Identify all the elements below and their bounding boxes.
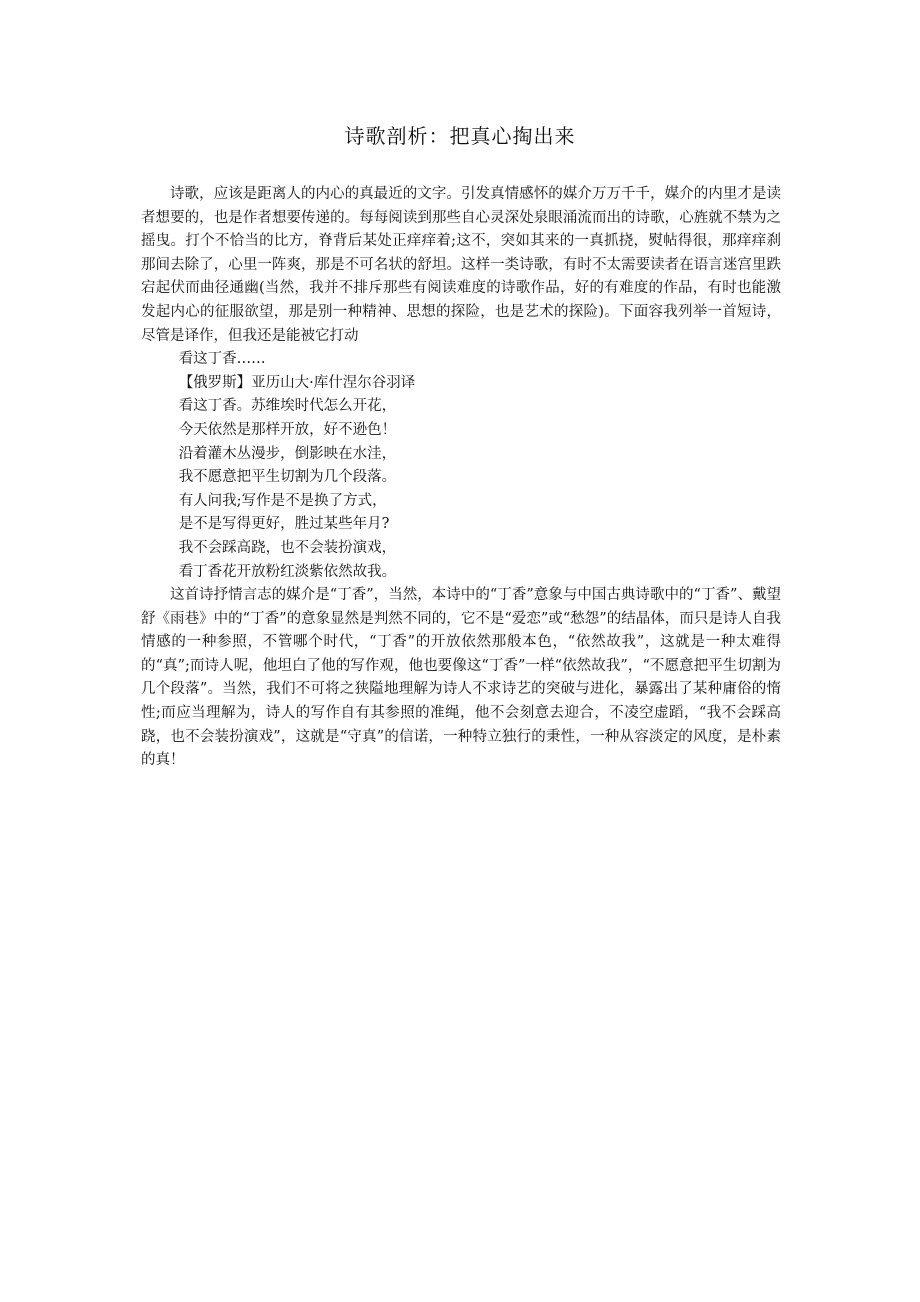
intro-paragraph: 诗歌，应该是距离人的内心的真最近的文字。引发真情感怀的媒介万万千千，媒介的内里才是读者想要的，也是作者想要传递的。每每阅读到那些自心灵深处泉眼涌流而出的诗歌，心旌就不禁为之摇曳。打个不恰当的比方，脊背后某处正痒痒着;这不，突如其来的一真抓挠，熨帖得很，那痒痒刹那间去除了，心里一阵爽，那是不可名状的舒坦。这样一类诗歌，有时不太需要读者在语言迷宫里跌宕起伏而曲径通幽(当然，我并不排斥那些有阅读难度的诗歌作品，好的有难度的作品，有时也能激发起内心的征服欲望，那是别一种精神、思想的探险，也是艺术的探险)。下面容我列举一首短诗，尽管是译作，但我还是能被它打动 bbox=[141, 186, 781, 344]
poem-line: 是不是写得更好，胜过某些年月? bbox=[178, 516, 390, 533]
document-body bbox=[141, 183, 781, 773]
poem-line: 今天依然是那样开放，好不逊色！ bbox=[178, 421, 397, 438]
poem-author-line: 【俄罗斯】亚历山大·库什涅尔谷羽译 bbox=[178, 374, 416, 391]
analysis-paragraph: 这首诗抒情言志的媒介是“丁香”，当然，本诗中的“丁香”意象与中国古典诗歌中的“丁香”、戴望舒《雨巷》中的“丁香”的意象显然是判然不同的，它不是“爱恋”或“愁怨”的结晶体，而只是诗人自我情感的一种参照，不管哪个时代，“丁香”的开放依然那般本色，“依然故我”，这就是一种太难得的“真”;而诗人呢，他坦白了他的写作观，他也要像这“丁香”一样“依然故我”，“不愿意把平生切割为几个段落”。当然，我们不可将之狭隘地理解为诗人不求诗艺的突破与进化，暴露出了某种庸俗的惰性;而应当理解为，诗人的写作自有其参照的准绳，他不会刻意去迎合，不凌空虚蹈，“我不会踩高跷，也不会装扮演戏”，这就是“守真”的信诺，一种特立独行的秉性，一种从容淡定的风度，是朴素的真！ bbox=[141, 587, 781, 769]
poem-line: 我不愿意把平生切割为几个段落。 bbox=[178, 469, 397, 486]
poem-line: 有人问我;写作是不是换了方式， bbox=[178, 492, 387, 509]
poem-line: 看这丁香。苏维埃时代怎么开花， bbox=[178, 398, 397, 415]
poem-line: 我不会踩高跷，也不会装扮演戏， bbox=[178, 539, 397, 556]
poem-line: 看丁香花开放粉红淡紫依然故我。 bbox=[178, 563, 397, 580]
poem-line: 沿着灌木丛漫步，倒影映在水洼， bbox=[178, 445, 397, 462]
document-title: 诗歌剖析：把真心掏出来 bbox=[344, 124, 576, 148]
poem bbox=[141, 348, 781, 584]
poem-title-line: 看这丁香…… bbox=[178, 351, 266, 368]
